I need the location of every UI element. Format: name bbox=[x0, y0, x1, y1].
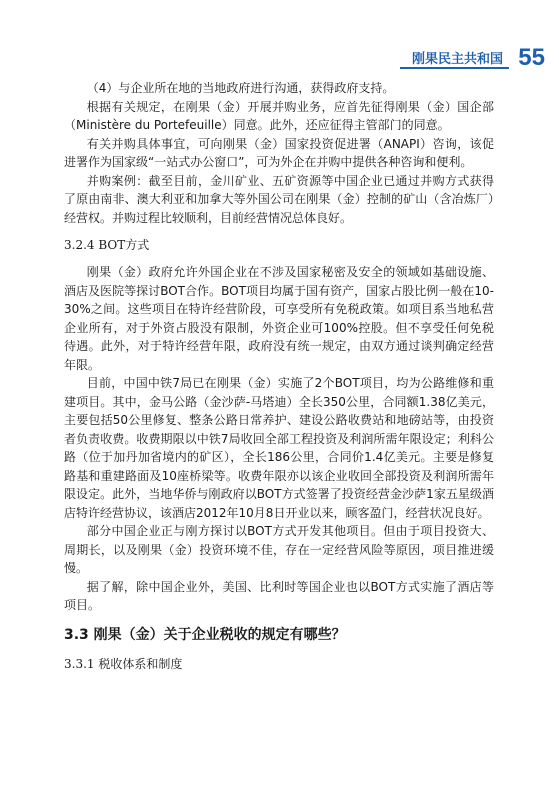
running-header-title: 刚果民主共和国 bbox=[411, 52, 503, 67]
paragraph-anapi-consultation: 有关并购具体事宜，可向刚果（金）国家投资促进署（ANAPI）咨询，该促进署作为国家级“一站式办公窗口”，可为外企在并购中提供各种咨询和便利。 bbox=[64, 136, 494, 169]
paragraph-merger-cases: 并购案例：截至目前，金川矿业、五矿资源等中国企业已通过并购方式获得了原由南非、澳大利亚和加拿大等外国公司在刚果（金）控制的矿山（含冶炼厂）经营权。并购过程比较顺利，目前经营情况总体良好。 bbox=[64, 173, 494, 225]
header-rule bbox=[400, 67, 509, 69]
section-heading-taxation: 3.3 刚果（金）关于企业税收的规定有哪些？ bbox=[64, 626, 346, 643]
paragraph-bot-projects: 目前，中国中铁7局已在刚果（金）实施了2个BOT项目，均为公路维修和重建项目。其中，金马公路（金沙萨-马塔迪）全长350公里，合同额1.38亿美元，主要包括50公里修复、整条公路日常养护、建设公路收费站和地磅站等，由投资者负责收费。收费期限以中铁7局收回全部工程投资及利润所需年限设定；利科公路（位于加丹加省境内的矿区），全长186公里，合同价1.4亿美元。主要是修复路基和重建路面及10座桥梁等。收费年限亦以该企业收回全部投资及利润所需年限设定。此外，当地华侨与刚政府以BOT方式签署了投资经营金沙萨1家五星级酒店特许经营协议，该酒店2012年10月8日开业以来，顾客盈门，经营状况良好。 bbox=[64, 376, 494, 520]
paragraph-local-government: （4）与企业所在地的当地政府进行沟通，获得政府支持。 bbox=[86, 81, 395, 95]
page-body bbox=[64, 79, 494, 673]
paragraph-bot-foreign-firms: 据了解，除中国企业外，美国、比利时等国企业也以BOT方式实施了酒店等项目。 bbox=[64, 579, 494, 612]
paragraph-bot-policy: 刚果（金）政府允许外国企业在不涉及国家秘密及安全的领域如基础设施、酒店及医院等探讨BOT合作。BOT项目均属于国有资产，国家占股比例一般在10-30%之间。这些项目在特许经营阶段，可享受所有免税政策。如项目系当地私营企业所有，对于外资占股没有限制，外资企业可100%控股。但不享受任何免税待遇。此外，对于特许经营年限，政府没有统一规定，由双方通过谈判确定经营年限。 bbox=[64, 265, 494, 372]
running-header bbox=[0, 44, 559, 72]
paragraph-bot-other-projects: 部分中国企业正与刚方探讨以BOT方式开发其他项目。但由于项目投资大、周期长，以及刚果（金）投资环境不佳，存在一定经营风险等原因，项目推进缓慢。 bbox=[64, 524, 494, 575]
page-number: 55 bbox=[518, 44, 545, 71]
section-heading-tax-system: 3.3.1 税收体系和制度 bbox=[64, 656, 183, 671]
section-heading-bot: 3.2.4 BOT方式 bbox=[64, 238, 150, 252]
paragraph-approval-rules: 根据有关规定，在刚果（金）开展并购业务，应首先征得刚果（金）国企部（Ministère du Portefeuille）同意。此外，还应征得主管部门的同意。 bbox=[64, 99, 494, 132]
